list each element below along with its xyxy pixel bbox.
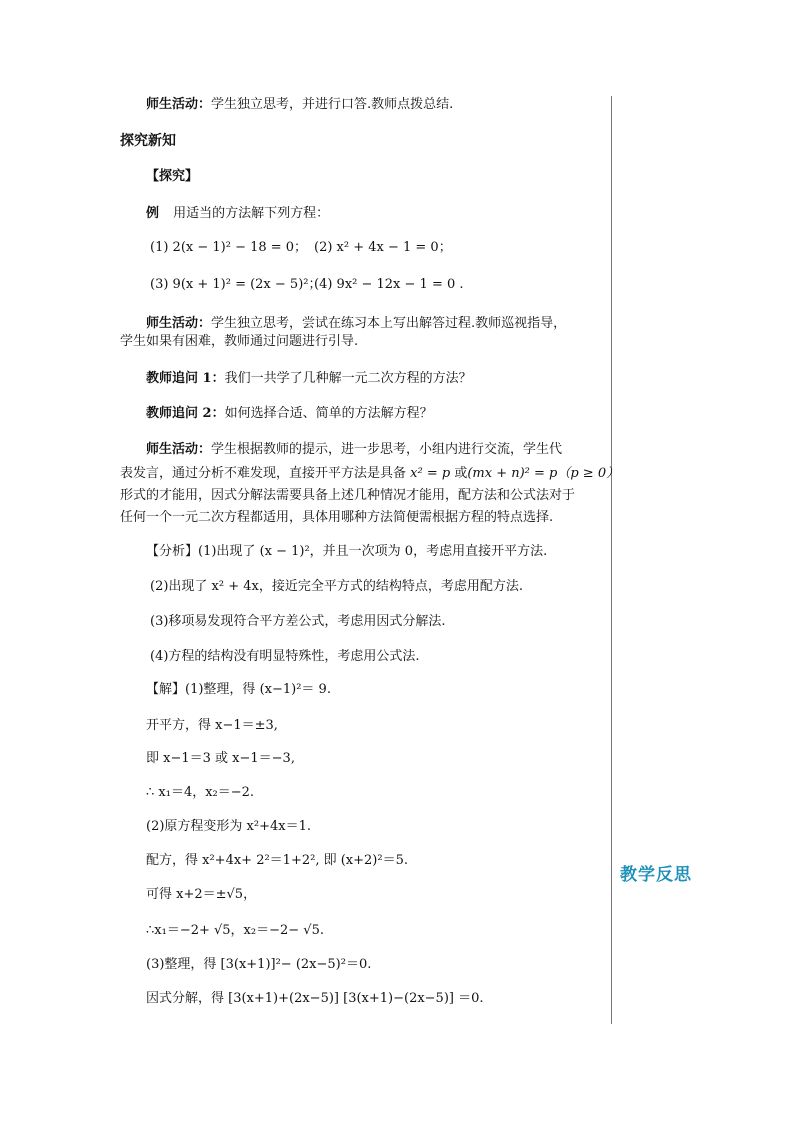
analysis-4: (4)方程的结构没有明显特殊性，考虑用公式法. (150, 649, 420, 664)
solution-label: 【解】 (146, 682, 186, 697)
question-label: 教师追问 2： (146, 406, 225, 421)
activity-label: 师生活动： (146, 97, 212, 112)
activity-3-line-3: 形式的才能用，因式分解法需要具备上述几种情况才能用，配方法和公式法对于 (120, 488, 576, 503)
activity-label: 师生活动： (146, 442, 212, 457)
activity-text: 学生根据教师的提示，进一步思考，小组内进行交流，学生代 (211, 442, 563, 457)
formula: (mx + n)² = p（p ≥ 0） (467, 466, 620, 481)
teaching-reflection-label: 教学反思 (620, 865, 692, 885)
solution-4: ∴ x₁＝4，x₂＝−2. (146, 785, 255, 800)
solution-10: 因式分解，得 [3(x+1)+(2x−5)] [3(x+1)−(2x−5)] ＝0. (146, 991, 484, 1006)
activity-label: 师生活动： (146, 316, 212, 331)
activity-3-line-4: 任何一个一元二次方程都适用，具体用哪种方法简便需根据方程的特点选择. (120, 510, 554, 525)
example-label: 例 (146, 206, 160, 221)
solution-5: (2)原方程变形为 x²+4x＝1. (146, 819, 311, 834)
analysis-label: 【分析】 (146, 544, 199, 559)
column-divider (611, 96, 612, 1024)
equation-1: (1) 2(x − 1)² − 18 = 0； (150, 240, 308, 255)
example-text: 用适当的方法解下列方程： (173, 206, 330, 221)
activity-text: 学生独立思考，并进行口答.教师点拨总结. (211, 97, 454, 112)
analysis-1 (146, 543, 547, 561)
solution-2: 开平方，得 x−1＝±3, (146, 718, 278, 733)
solution-8: ∴x₁＝−2+ √5，x₂＝−2− √5. (146, 923, 324, 938)
equation-2: (2) x² + 4x − 1 = 0； (314, 240, 452, 255)
question-text: 如何选择合适、简单的方法解方程？ (224, 406, 433, 421)
analysis-3: (3)移项易发现符合平方差公式，考虑用因式分解法. (150, 614, 446, 629)
activity-text: 学生独立思考，尝试在练习本上写出解答过程.教师巡视指导， (211, 316, 567, 331)
teacher-question-1 (146, 370, 472, 388)
explore-label: 【探究】 (146, 169, 199, 184)
question-text: 我们一共学了几种解一元二次方程的方法？ (224, 371, 472, 386)
solution-text: (1)整理，得 (x−1)²＝ 9. (185, 682, 331, 697)
solution-7: 可得 x+2＝±√5， (146, 887, 257, 902)
activity-2-continued: 学生如果有困难，教师通过问题进行引导. (120, 334, 359, 349)
analysis-2: (2)出现了 x² + 4x，接近完全平方式的结构特点，考虑用配方法. (150, 579, 523, 594)
analysis-text: (1)出现了 (x − 1)²，并且一次项为 0，考虑用直接开平方法. (198, 544, 548, 559)
solution-3: 即 x−1＝3 或 x−1＝−3, (146, 751, 295, 766)
teacher-question-2 (146, 405, 433, 423)
example-line (146, 205, 329, 223)
teacher-student-activity-1 (146, 96, 453, 114)
solution-1 (146, 681, 331, 699)
equation-3: (3) 9(x + 1)² = (2x − 5)²； (150, 277, 322, 292)
section-heading: 探究新知 (120, 133, 176, 149)
solution-6: 配方，得 x²+4x+ 2²＝1+2², 即 (x+2)²＝5. (146, 853, 408, 868)
teacher-student-activity-2 (146, 315, 566, 333)
equation-4: (4) 9x² − 12x − 1 = 0 . (314, 277, 464, 292)
question-label: 教师追问 1： (146, 371, 225, 386)
solution-9: (3)整理，得 [3(x+1)]²− (2x−5)²＝0. (146, 957, 372, 972)
formula: x² = p (406, 466, 455, 481)
activity-3-line-2 (120, 465, 619, 483)
teacher-student-activity-3 (146, 441, 562, 459)
text: 或 (454, 466, 468, 481)
text: 表发言，通过分析不难发现，直接开平方法是具备 (120, 466, 407, 481)
